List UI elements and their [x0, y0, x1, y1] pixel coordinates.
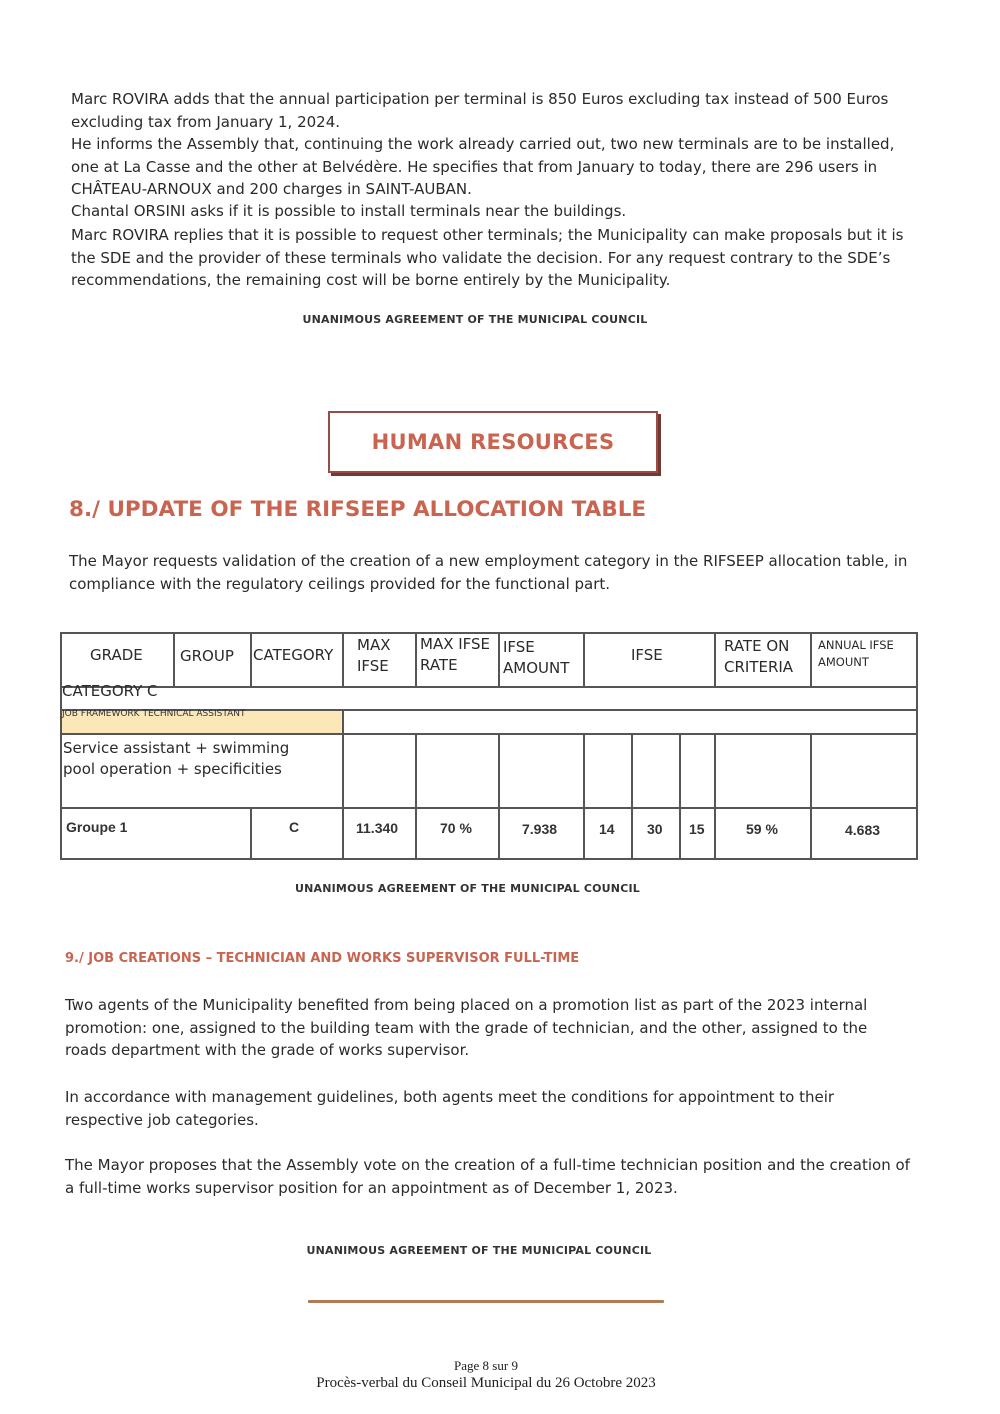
intro-paragraph-1: Marc ROVIRA adds that the annual participation per terminal is 850 Euros excluding tax instead of 500 Euros excluding tax from January 1, 2024. [71, 90, 889, 131]
table-rule-v [250, 807, 252, 860]
human-resources-banner [328, 411, 658, 473]
header-annual-ifse-amount: ANNUAL IFSE AMOUNT [818, 638, 894, 669]
table-rule-v [583, 733, 585, 860]
decorative-rule [308, 1300, 664, 1303]
header-max-ifse-rate: MAX IFSE RATE [420, 635, 491, 674]
table-rule-v [810, 632, 812, 687]
header-group: GROUP [180, 647, 234, 665]
header-rate-on-criteria: RATE ON CRITERIA [724, 637, 794, 676]
cell-max-ifse: 11.340 [356, 820, 399, 836]
job-description: Service assistant + swimming pool operation + specificities [63, 739, 290, 778]
cell-rate-on-criteria: 59 % [746, 821, 778, 837]
section-9-paragraph-2: In accordance with management guidelines, both agents meet the conditions for appointment to their respective job categories. [65, 1088, 835, 1129]
cell-group: Groupe 1 [66, 819, 128, 835]
cell-ifse-amount: 7.938 [522, 821, 558, 837]
footer-title: Procès-verbal du Conseil Municipal du 26 Octobre 2023 [316, 1375, 656, 1391]
intro-paragraph-2: He informs the Assembly that, continuing the work already carried out, two new terminals are to be installed, one at La Casse and the other at Belvédère. He specifies that from January to today, there are 296 users in CHÂTEAU-ARNOUX and 200 charges in SAINT-AUBAN. [71, 135, 895, 198]
table-rule-v [342, 709, 344, 734]
agreement-2: UNANIMOUS AGREEMENT OF THE MUNICIPAL COUNCIL [294, 882, 640, 895]
table-rule [60, 733, 918, 735]
cell-annual-ifse-amount: 4.683 [845, 822, 881, 838]
header-max-ifse: MAX IFSE [357, 636, 391, 675]
table-rule-v [415, 733, 417, 860]
table-rule-v [342, 733, 344, 860]
section-9-paragraph-3: The Mayor proposes that the Assembly vote on the creation of a full-time technician position and the creation of a full-time works supervisor position for an appointment as of December 1, 2023. [65, 1156, 910, 1197]
agreement-1: UNANIMOUS AGREEMENT OF THE MUNICIPAL COUNCIL [302, 313, 648, 326]
table-rule-v [714, 632, 716, 687]
table-border-right [916, 632, 918, 860]
table-rule [60, 686, 918, 688]
table-rule [60, 807, 918, 809]
cell-category: C [289, 819, 300, 835]
framework-row-label: JOB FRAMEWORK TECHNICAL ASSISTANT [62, 709, 246, 719]
header-ifse-amount: IFSE AMOUNT [503, 638, 570, 677]
header-ifse: IFSE [631, 646, 663, 664]
table-rule-v [583, 632, 585, 687]
table-rule-v [173, 632, 175, 687]
category-row-label: CATEGORY C [62, 682, 158, 700]
section-8-body: The Mayor requests validation of the creation of a new employment category in the RIFSEEP allocation table, in compliance with the regulatory ceilings provided for the functional part. [69, 552, 908, 593]
table-rule-v [342, 632, 344, 687]
table-rule-v [250, 632, 252, 687]
header-grade: GRADE [90, 646, 143, 664]
table-border-left [60, 632, 62, 860]
table-rule-v [714, 733, 716, 860]
cell-ifse-3: 15 [689, 821, 705, 837]
header-category: CATEGORY [253, 646, 334, 664]
human-resources-title: HUMAN RESOURCES [371, 430, 615, 454]
table-rule-v [498, 733, 500, 860]
cell-ifse-2: 30 [647, 821, 663, 837]
table-rule-v [810, 733, 812, 860]
table-rule-v [631, 733, 633, 860]
agreement-3: UNANIMOUS AGREEMENT OF THE MUNICIPAL COUNCIL [306, 1244, 652, 1257]
cell-ifse-1: 14 [599, 821, 615, 837]
intro-paragraph-3: Chantal ORSINI asks if it is possible to install terminals near the buildings. [71, 202, 627, 220]
section-9-paragraph-1: Two agents of the Municipality benefited from being placed on a promotion list as part of the 2023 internal promotion: one, assigned to the building team with the grade of technician, and the other, assigned to the roads department with the grade of works supervisor. [65, 996, 868, 1059]
table-rule-v [498, 632, 500, 687]
footer-page-number: Page 8 sur 9 [454, 1358, 518, 1373]
cell-max-ifse-rate: 70 % [440, 820, 472, 836]
table-rule-v [679, 733, 681, 860]
intro-paragraph-4: Marc ROVIRA replies that it is possible to request other terminals; the Municipality can make proposals but it is the SDE and the provider of these terminals who validate the decision. For any request contrary to the SDE’s recommendations, the remaining cost will be borne entirely by the Municipality. [71, 226, 904, 289]
table-rule-v [415, 632, 417, 687]
table-border-bottom [60, 858, 918, 860]
section-9-title: 9./ JOB CREATIONS – TECHNICIAN AND WORKS SUPERVISOR FULL-TIME [65, 951, 580, 966]
section-8-title: 8./ UPDATE OF THE RIFSEEP ALLOCATION TABLE [69, 497, 647, 522]
